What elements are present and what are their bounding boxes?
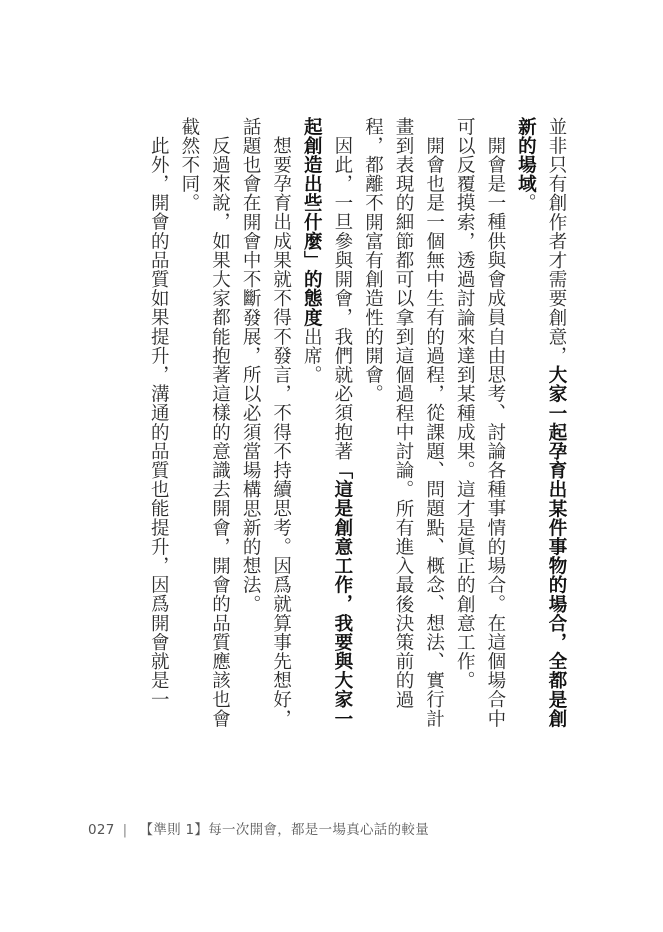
paragraph-3: 開會也是一個無中生有的過程，從課題、問題點、概念、想法、實行計畫到表現的細節都可以拿到這個過程中討論。所有進入最後決策前的過程，都離不開富有創造性的開會。 [362,117,445,728]
paragraph-2: 開會是一種供與會成員自由思考、討論各種事情的場合。在這個場合中可以反覆摸索，透過討論來達到某種成果。這才是眞正的創意工作。 [454,117,506,728]
vertical-text-body [143,117,571,737]
paragraph-4 [296,117,357,737]
page-footer [88,818,429,838]
page-number: 027 [88,822,115,838]
footer-separator: | [122,822,128,838]
paragraph-1 [510,117,571,737]
paragraph-4-text: 因此，一旦參與開會，我們就必須抱著 [331,135,353,461]
paragraph-7: 此外，開會的品質如果提升，溝通的品質也能提升，因爲開會就是一 [148,135,170,709]
paragraph-1-text: 並非只有創作者才需要創意， [546,117,567,366]
paragraph-5: 想要孕育出成果就不得不發言，不得不持續思考。因爲就算事先想好，話題也會在開會中不斷發展，所以必須當場構思新的想法。 [240,117,292,728]
paragraph-6: 反過來說，如果大家都能抱著這樣的意識去開會，開會的品質應該也會截然不同。 [178,117,231,728]
paragraph-1-bold: 大家一起孕育出某件事物的場合，全都是創新的場域 [515,117,567,729]
paragraph-1-end: 。 [515,193,537,213]
paragraph-4-end: 出席。 [301,327,323,385]
paragraph-4-bold: 「這是創意工作，我要與大家一起創造出些什麼」的態度 [301,117,353,728]
running-title: 【準則 1】每一次開會，都是一場真心話的較量 [139,822,430,838]
